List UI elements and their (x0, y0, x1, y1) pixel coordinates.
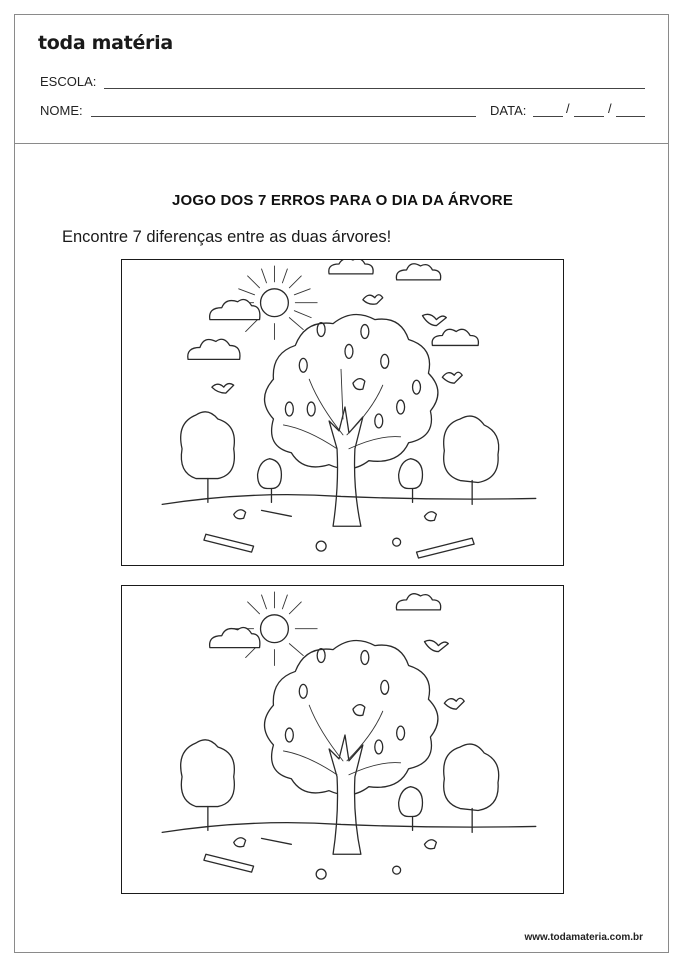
log-icon (204, 534, 254, 552)
bird-icon (442, 372, 462, 383)
worksheet-instruction: Encontre 7 diferenças entre as duas árvores! (62, 228, 392, 246)
date-year-line[interactable] (616, 116, 645, 117)
cloud-icon (188, 339, 240, 359)
log-icon (204, 854, 254, 872)
bird-icon (424, 840, 436, 849)
bird-icon (422, 314, 446, 325)
bird-icon (444, 698, 464, 709)
flower-icon (393, 866, 401, 874)
bird-icon (424, 512, 436, 521)
modified-scene-image (121, 585, 564, 894)
small-tree-right (399, 459, 423, 489)
name-line[interactable] (91, 116, 476, 117)
scene-illustration (122, 586, 563, 893)
flower-icon (316, 541, 326, 551)
bird-icon (212, 384, 234, 394)
left-tree (181, 412, 235, 479)
flower-icon (316, 869, 326, 879)
date-month-line[interactable] (574, 116, 604, 117)
date-day-line[interactable] (533, 116, 563, 117)
small-tree-right (399, 787, 423, 817)
bird-icon (424, 640, 448, 651)
right-tree (444, 416, 499, 482)
worksheet-title: JOGO DOS 7 ERROS PARA O DIA DA ÁRVORE (171, 192, 514, 209)
branch-icon (262, 510, 292, 516)
footer-url[interactable]: www.todamateria.com.br (524, 932, 643, 943)
flower-icon (393, 538, 401, 546)
right-tree (444, 744, 499, 810)
left-tree (181, 740, 235, 807)
small-tree-left (258, 459, 282, 489)
cloud-icon (210, 627, 260, 647)
school-label: ESCOLA: (40, 74, 97, 89)
scene-illustration (122, 260, 563, 565)
cloud-icon (396, 594, 440, 610)
brand-logo: toda matéria (38, 32, 173, 54)
bird-icon (363, 295, 383, 304)
school-line[interactable] (104, 88, 645, 89)
cloud-icon (329, 260, 373, 274)
log-icon (417, 538, 475, 558)
bird-icon (234, 838, 246, 847)
date-label: DATA: (490, 103, 527, 118)
bird-icon (234, 510, 246, 519)
original-scene-image (121, 259, 564, 566)
cloud-icon (432, 329, 478, 345)
date-separator: / (566, 101, 570, 116)
cloud-icon (396, 264, 440, 280)
name-label: NOME: (40, 103, 83, 118)
date-separator: / (608, 101, 612, 116)
header-divider (14, 143, 669, 144)
branch-icon (262, 838, 292, 844)
